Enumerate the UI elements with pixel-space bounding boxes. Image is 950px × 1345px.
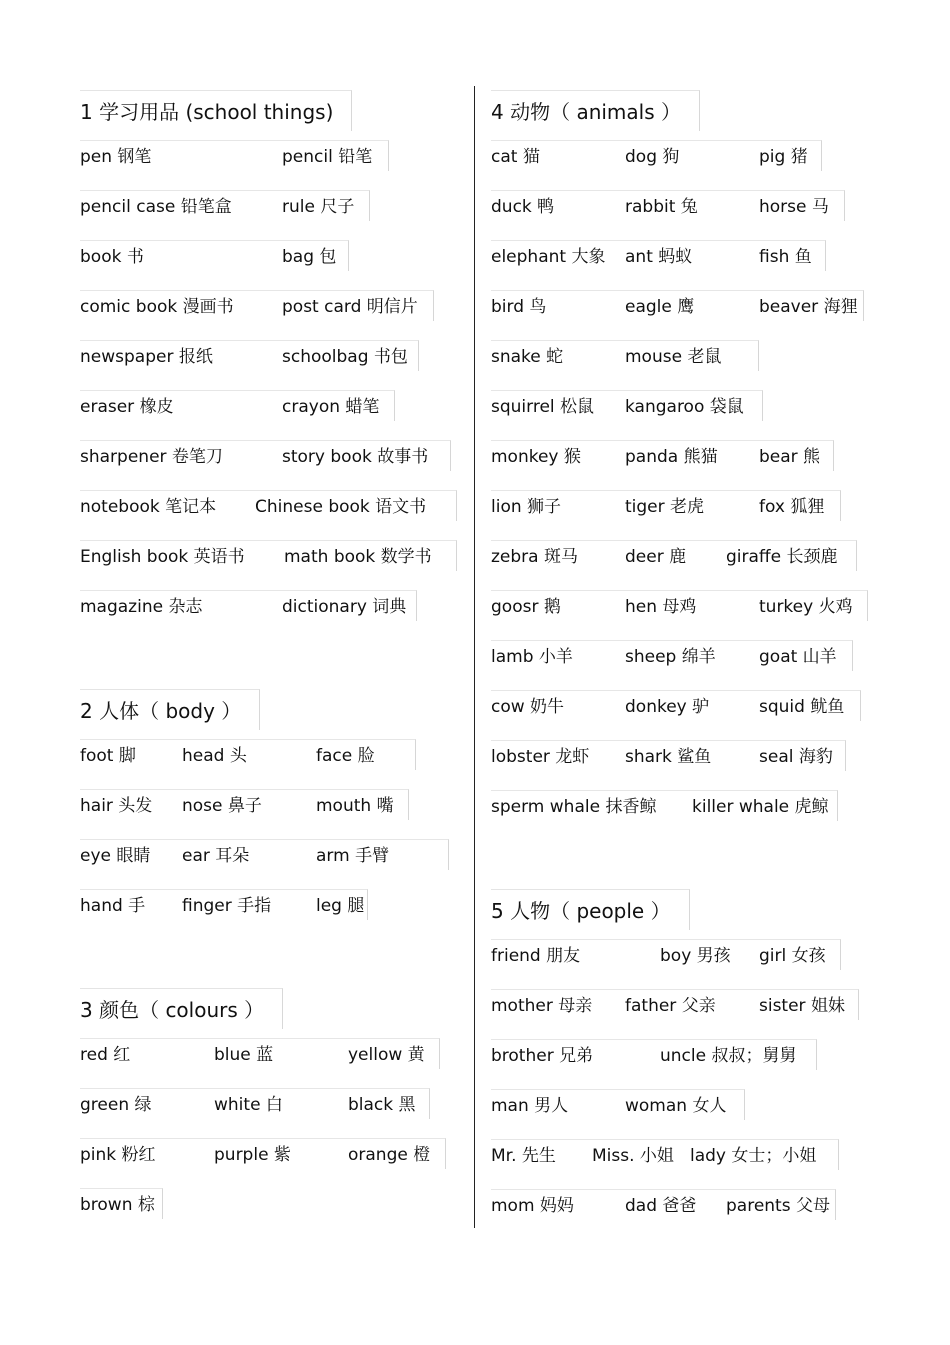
word-entry: Mr. 先生 [491, 1146, 556, 1166]
word-entry: nose 鼻子 [182, 796, 262, 816]
word-entry: Chinese book 语文书 [255, 497, 427, 517]
word-entry: face 脸 [316, 746, 375, 766]
word-entry: dictionary 词典 [282, 597, 407, 617]
left-column [80, 90, 465, 1237]
word-entry: donkey 驴 [625, 697, 710, 717]
word-entry: tiger 老虎 [625, 497, 705, 517]
section-people [491, 889, 871, 1238]
word-row [491, 339, 871, 389]
word-row [491, 1138, 871, 1188]
word-entry: man 男人 [491, 1096, 569, 1116]
word-entry: killer whale 虎鲸 [692, 797, 829, 817]
word-entry: lion 狮子 [491, 497, 562, 517]
word-row [80, 1137, 465, 1187]
column-divider [474, 86, 475, 1228]
word-row [491, 389, 871, 439]
word-row [80, 289, 465, 339]
word-entry: woman 女人 [625, 1096, 727, 1116]
word-row [491, 589, 871, 639]
word-entry: hen 母鸡 [625, 597, 697, 617]
word-row [80, 239, 465, 289]
word-entry: sharpener 卷笔刀 [80, 447, 223, 467]
word-entry: mom 妈妈 [491, 1196, 574, 1216]
word-entry: squirrel 松鼠 [491, 397, 595, 417]
word-entry: English book 英语书 [80, 547, 245, 567]
section-title: 5 人物（ people ） [491, 889, 690, 930]
word-rows [491, 938, 871, 1238]
word-entry: sister 姐妹 [759, 996, 845, 1016]
word-entry: Miss. 小姐 [592, 1146, 674, 1166]
word-entry: duck 鸭 [491, 197, 555, 217]
word-entry: notebook 笔记本 [80, 497, 217, 517]
word-entry: lamb 小羊 [491, 647, 573, 667]
word-row [491, 1038, 871, 1088]
word-entry: dad 爸爸 [625, 1196, 697, 1216]
word-row [491, 439, 871, 489]
section-colours [80, 988, 465, 1237]
word-entry: pen 钢笔 [80, 147, 152, 167]
word-entry: lobster 龙虾 [491, 747, 590, 767]
word-entry: seal 海豹 [759, 747, 833, 767]
word-entry: elephant 大象 [491, 247, 606, 267]
word-row [491, 739, 871, 789]
word-rows [491, 139, 871, 839]
word-entry: friend 朋友 [491, 946, 581, 966]
word-entry: deer 鹿 [625, 547, 687, 567]
word-entry: cat 猫 [491, 147, 540, 167]
word-row [80, 139, 465, 189]
word-entry: schoolbag 书包 [282, 347, 408, 367]
word-entry: eraser 橡皮 [80, 397, 174, 417]
word-entry: dog 狗 [625, 147, 680, 167]
word-entry: squid 鱿鱼 [759, 697, 845, 717]
word-entry: crayon 蜡笔 [282, 397, 380, 417]
word-entry: boy 男孩 [660, 946, 731, 966]
word-row [491, 239, 871, 289]
word-entry: zebra 斑马 [491, 547, 578, 567]
word-entry: red 红 [80, 1045, 131, 1065]
word-entry: ant 蚂蚁 [625, 247, 693, 267]
word-entry: cow 奶牛 [491, 697, 565, 717]
word-rows [80, 738, 465, 938]
word-entry: turkey 火鸡 [759, 597, 853, 617]
word-entry: giraffe 长颈鹿 [726, 547, 838, 567]
word-entry: hand 手 [80, 896, 146, 916]
word-entry: yellow 黄 [348, 1045, 425, 1065]
word-entry: fish 鱼 [759, 247, 812, 267]
word-entry: comic book 漫画书 [80, 297, 234, 317]
word-entry: panda 熊猫 [625, 447, 718, 467]
word-entry: brown 棕 [80, 1195, 155, 1215]
word-row [80, 1037, 465, 1087]
section-animals [491, 90, 871, 839]
word-row [80, 738, 465, 788]
word-entry: lady 女士；小姐 [690, 1146, 817, 1166]
word-row [80, 189, 465, 239]
word-entry: goosr 鹅 [491, 597, 561, 617]
word-row [491, 988, 871, 1038]
word-entry: green 绿 [80, 1095, 152, 1115]
word-entry: bear 熊 [759, 447, 821, 467]
word-entry: orange 橙 [348, 1145, 431, 1165]
word-entry: rabbit 兔 [625, 197, 698, 217]
word-entry: father 父亲 [625, 996, 716, 1016]
word-entry: pencil 铅笔 [282, 147, 373, 167]
word-entry: foot 脚 [80, 746, 136, 766]
word-entry: mouth 嘴 [316, 796, 394, 816]
word-row [80, 539, 465, 589]
word-row [491, 189, 871, 239]
word-row [491, 1188, 871, 1238]
word-entry: purple 紫 [214, 1145, 291, 1165]
section-title: 4 动物（ animals ） [491, 90, 700, 131]
section-body [80, 689, 465, 938]
word-row [80, 339, 465, 389]
word-entry: pencil case 铅笔盒 [80, 197, 232, 217]
word-row [491, 289, 871, 339]
word-row [80, 788, 465, 838]
word-row [80, 1187, 465, 1237]
word-entry: shark 鲨鱼 [625, 747, 712, 767]
word-row [80, 838, 465, 888]
word-entry: blue 蓝 [214, 1045, 274, 1065]
word-entry: book 书 [80, 247, 144, 267]
word-entry: eye 眼睛 [80, 846, 151, 866]
word-entry: uncle 叔叔；舅舅 [660, 1046, 797, 1066]
word-entry: pig 猪 [759, 147, 808, 167]
word-entry: arm 手臂 [316, 846, 390, 866]
word-entry: goat 山羊 [759, 647, 837, 667]
word-row [491, 639, 871, 689]
word-entry: parents 父母 [726, 1196, 830, 1216]
word-entry: beaver 海狸 [759, 297, 858, 317]
word-entry: bag 包 [282, 247, 337, 267]
word-entry: horse 马 [759, 197, 829, 217]
word-entry: hair 头发 [80, 796, 153, 816]
word-row [80, 489, 465, 539]
word-row [491, 489, 871, 539]
word-row [491, 789, 871, 839]
word-row [80, 439, 465, 489]
word-entry: finger 手指 [182, 896, 272, 916]
section-title: 3 颜色（ colours ） [80, 988, 283, 1029]
word-row [80, 1087, 465, 1137]
word-entry: mother 母亲 [491, 996, 593, 1016]
word-row [491, 1088, 871, 1138]
word-row [491, 689, 871, 739]
word-entry: bird 鸟 [491, 297, 547, 317]
word-entry: snake 蛇 [491, 347, 564, 367]
word-entry: kangaroo 袋鼠 [625, 397, 744, 417]
word-entry: eagle 鹰 [625, 297, 695, 317]
word-entry: rule 尺子 [282, 197, 355, 217]
word-rows [80, 139, 465, 639]
word-entry: story book 故事书 [282, 447, 429, 467]
word-entry: monkey 猴 [491, 447, 581, 467]
word-row [80, 888, 465, 938]
word-entry: white 白 [214, 1095, 283, 1115]
word-entry: sheep 绵羊 [625, 647, 716, 667]
word-entry: leg 腿 [316, 896, 365, 916]
section-title: 1 学习用品 (school things) [80, 90, 352, 131]
section-school-things [80, 90, 465, 639]
word-entry: post card 明信片 [282, 297, 418, 317]
word-entry: sperm whale 抹香鲸 [491, 797, 657, 817]
word-entry: ear 耳朵 [182, 846, 250, 866]
word-entry: mouse 老鼠 [625, 347, 722, 367]
word-entry: magazine 杂志 [80, 597, 203, 617]
word-entry: pink 粉红 [80, 1145, 156, 1165]
right-column [491, 90, 871, 1238]
word-row [80, 589, 465, 639]
word-entry: black 黑 [348, 1095, 416, 1115]
word-entry: newspaper 报纸 [80, 347, 213, 367]
word-entry: math book 数学书 [284, 547, 432, 567]
word-entry: brother 兄弟 [491, 1046, 594, 1066]
word-entry: girl 女孩 [759, 946, 826, 966]
section-title: 2 人体（ body ） [80, 689, 260, 730]
word-entry: head 头 [182, 746, 247, 766]
word-row [491, 539, 871, 589]
word-row [80, 389, 465, 439]
word-row [491, 938, 871, 988]
word-rows [80, 1037, 465, 1237]
word-entry: fox 狐狸 [759, 497, 825, 517]
word-row [491, 139, 871, 189]
